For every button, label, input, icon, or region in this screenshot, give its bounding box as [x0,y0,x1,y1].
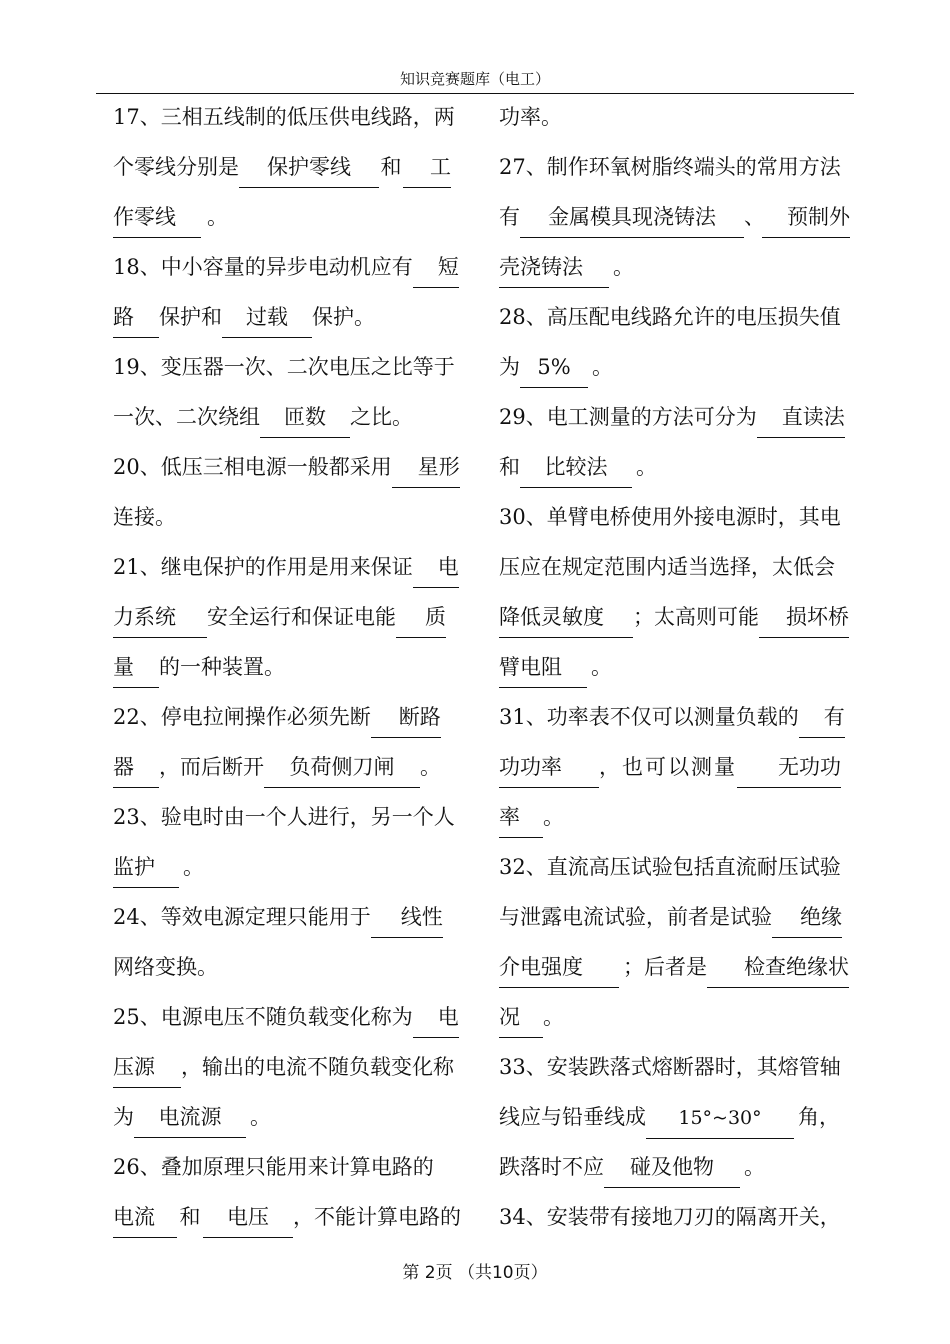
blank-answer: 匝数 [260,397,350,438]
text: 。 [543,805,564,829]
blank-answer: 星形 [392,447,460,488]
q31-line3 [499,794,852,844]
text: 20、低压三相电源一般都采用 [113,455,392,479]
blank-answer: 线性 [371,897,443,938]
q25-line2 [113,1044,466,1094]
text: ，不能计算电路的 [293,1205,461,1229]
q31-line2 [499,744,852,794]
text: 。 [207,205,228,229]
blank-answer: 监护 [113,847,179,888]
blank-answer: 况 [499,997,543,1038]
text: 32、直流高压试验包括直流耐压试验 [499,855,841,879]
text: 23、验电时由一个人进行，另一个人 [113,805,455,829]
q18-line1 [113,244,466,294]
blank-answer: 电压 [203,1197,293,1238]
q33-line2 [499,1094,852,1144]
text: 。 [420,755,441,779]
blank-answer: 无功功 [737,747,841,788]
blank-answer: 短 [413,247,459,288]
blank-answer: 电流源 [134,1097,246,1138]
q20-line1 [113,444,466,494]
text: ，而后断开 [159,755,264,779]
q24-line1 [113,894,466,944]
q27-line3 [499,244,852,294]
q30-line2 [499,544,852,594]
q17-line3 [113,194,466,244]
q25-line1 [113,994,466,1044]
text: 为 [113,1105,134,1129]
q25-line3 [113,1094,466,1144]
q26-end [499,94,852,144]
q26-line2 [113,1194,466,1244]
text: 与泄露电流试验，前者是试验 [499,905,772,929]
blank-answer: 路 [113,297,159,338]
text: 。 [613,255,634,279]
q19-line2 [113,394,466,444]
blank-answer: 比较法 [520,447,632,488]
q19-line1 [113,344,466,394]
blank-answer: 器 [113,747,159,788]
text: 一次、二次绕组 [113,405,260,429]
text: 18、中小容量的异步电动机应有 [113,255,413,279]
q31-line1 [499,694,852,744]
text: 压应在规定范围内适当选择，太低会 [499,555,835,579]
text: 。 [250,1105,271,1129]
blank-answer: 电 [413,997,459,1038]
blank-answer: 断路 [371,697,441,738]
q21-line2 [113,594,466,644]
blank-answer: 保护零线 [239,147,379,188]
q34-line1 [499,1194,852,1244]
text: 27、制作环氧树脂终端头的常用方法 [499,155,841,179]
q27-line1 [499,144,852,194]
text: 。 [543,1005,564,1029]
q17-line1 [113,94,466,144]
text: ，输出的电流不随负载变化称 [181,1055,454,1079]
text: 的一种装置。 [159,655,285,679]
text: 保护。 [312,305,375,329]
q32-line1 [499,844,852,894]
q33-line1 [499,1044,852,1094]
text: 33、安装跌落式熔断器时，其熔管轴 [499,1055,841,1079]
text: 19、变压器一次、二次电压之比等于 [113,355,455,379]
text: ；太高则可能 [633,605,759,629]
q21-line3 [113,644,466,694]
text: 安全运行和保证电能 [207,605,396,629]
q30-line1 [499,494,852,544]
blank-answer: 壳浇铸法 [499,247,609,288]
blank-answer: 质 [396,597,446,638]
text: 为 [499,355,520,379]
text: 有 [499,205,520,229]
page-header: 知识竞赛题库（电工） [399,70,550,88]
q20-line2 [113,494,466,544]
q32-line4 [499,994,852,1044]
text: 保护和 [159,305,222,329]
text: 、 [744,205,765,229]
blank-answer: 电流 [113,1197,177,1238]
q29-line2 [499,444,852,494]
q21-line1 [113,544,466,594]
blank-answer: 预制外 [762,197,850,238]
q29-line1 [499,394,852,444]
blank-answer: 工 [403,147,451,188]
blank-answer: 功功率 [499,747,599,788]
right-column [499,94,852,1244]
page-footer: 第 2页 （共10页） [402,1263,548,1283]
blank-answer: 有 [799,697,845,738]
text: 网络变换。 [113,955,218,979]
text: 28、高压配电线路允许的电压损失值 [499,305,841,329]
text: 。 [744,1155,765,1179]
blank-answer: 电 [413,547,459,588]
text: 。 [636,455,657,479]
blank-answer: 检查绝缘状 [707,947,849,988]
text: 功率。 [499,105,562,129]
text: 之比。 [350,405,413,429]
blank-answer: 15°~30° [646,1098,794,1139]
q28-line1 [499,294,852,344]
q22-line1 [113,694,466,744]
blank-answer: 介电强度 [499,947,619,988]
text: 34、安装带有接地刀刃的隔离开关， [499,1205,841,1229]
text: 。 [592,355,613,379]
text: 角， [798,1105,840,1129]
q23-line1 [113,794,466,844]
text: 。 [183,855,204,879]
q27-line2 [499,194,852,244]
blank-answer: 负荷侧刀闸 [264,747,420,788]
text: 26、叠加原理只能用来计算电路的 [113,1155,434,1179]
q30-line3 [499,594,852,644]
left-column [113,94,466,1244]
text: 21、继电保护的作用是用来保证 [113,555,413,579]
q28-line2 [499,344,852,394]
text: 22、停电拉闸操作必须先断 [113,705,371,729]
text: 24、等效电源定理只能用于 [113,905,371,929]
q17-line2 [113,144,466,194]
blank-answer: 压源 [113,1047,181,1088]
blank-answer: 损坏桥 [759,597,849,638]
text: 25、电源电压不随负载变化称为 [113,1005,413,1029]
blank-answer: 量 [113,647,159,688]
q22-line2 [113,744,466,794]
blank-answer: 金属模具现浇铸法 [520,197,744,238]
blank-answer: 碰及他物 [604,1147,740,1188]
text: 31、功率表不仅可以测量负载的 [499,705,799,729]
q24-line2 [113,944,466,994]
text: ，也可以测量 [599,755,737,779]
text: 个零线分别是 [113,155,239,179]
q33-line3 [499,1144,852,1194]
text: 和 [179,1205,201,1229]
blank-answer: 臂电阻 [499,647,587,688]
blank-answer: 直读法 [757,397,845,438]
text: 。 [591,655,612,679]
blank-answer: 过载 [222,297,312,338]
text: 17、三相五线制的低压供电线路，两 [113,105,455,129]
text: 和 [380,155,402,179]
blank-answer: 力系统 [113,597,207,638]
q32-line3 [499,944,852,994]
text: 29、电工测量的方法可分为 [499,405,757,429]
q23-line2 [113,844,466,894]
text: 连接。 [113,505,176,529]
text: 和 [499,455,520,479]
q32-line2 [499,894,852,944]
blank-answer: 绝缘 [772,897,842,938]
text: 30、单臂电桥使用外接电源时，其电 [499,505,841,529]
q26-line1 [113,1144,466,1194]
text: 跌落时不应 [499,1155,604,1179]
blank-answer: 降低灵敏度 [499,597,633,638]
q18-line2 [113,294,466,344]
q30-line4 [499,644,852,694]
text: 线应与铅垂线成 [499,1105,646,1129]
blank-answer: 率 [499,797,543,838]
text: ；后者是 [623,955,707,979]
blank-answer: 作零线 [113,197,201,238]
blank-answer: 5% [520,347,588,388]
